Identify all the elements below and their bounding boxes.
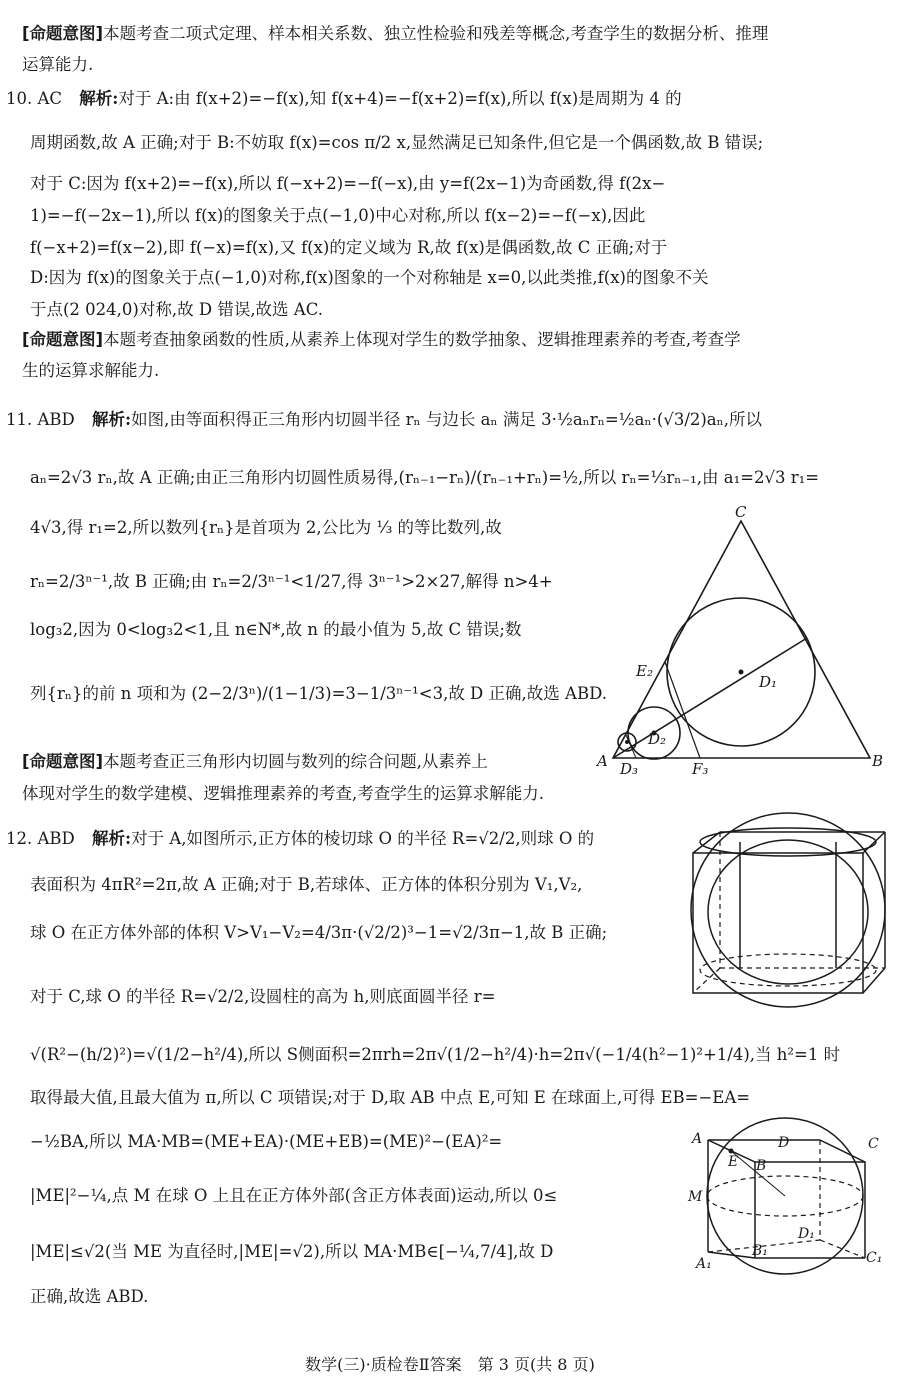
solution-line: 表面积为 4πR²=2π,故 A 正确;对于 B,若球体、正方体的体积分别为 V₁,V₂, [30,875,583,894]
solution-line: 对于 A,如图所示,正方体的棱切球 O 的半径 R=√2/2,则球 O 的 [131,829,595,848]
intent-text-line: 运算能力. [22,55,94,74]
cube-edge [863,968,885,993]
point-e [729,1149,734,1154]
solution-line: 正确,故选 ABD. [30,1287,149,1306]
tangent-line [665,662,700,758]
label-d2: D₂ [648,730,667,748]
label-m: M [688,1189,703,1205]
label-a: A [692,1131,703,1147]
label-b: B [756,1158,767,1174]
solution-line: 如图,由等面积得正三角形内切圆半径 rₙ 与边长 aₙ 满足 3·½aₙrₙ=½aₙ·(√3/2)aₙ,所以 [131,410,763,429]
label-d1: D₁ [798,1226,815,1242]
solution-line: 4√3,得 r₁=2,所以数列{rₙ}是首项为 2,公比为 ⅓ 的等比数列,故 [30,518,502,537]
intent-text-line: 本题考查抽象函数的性质,从素养上体现对学生的数学抽象、逻辑推理素养的考查,考查学 [103,330,741,349]
intent-text-line: 生的运算求解能力. [22,361,160,380]
question-number: 10. [6,89,33,108]
center-d1 [739,670,744,675]
label-d3: D₃ [620,760,639,778]
answer-choice: ABD [37,829,75,848]
intent-label: [命题意图] [22,330,104,349]
analysis-label: 解析: [92,410,132,429]
center-d3 [625,740,629,744]
solution-line: 列{rₙ}的前 n 项和为 (2−2/3ⁿ)/(1−1/3)=3−1/3ⁿ⁻¹<3,故 D 正确,故选 ABD. [30,684,607,703]
cube-sphere-figure [680,812,895,1012]
intent-label: [命题意图] [22,752,104,771]
question-12-header [6,827,594,851]
solution-line: 于点(2 024,0)对称,故 D 错误,故选 AC. [30,300,324,319]
solution-line: 对于 C,球 O 的半径 R=√2/2,设圆柱的高为 h,则底面圆半径 r= [30,987,496,1006]
question-10-header [6,87,682,111]
label-d: D [778,1135,790,1151]
label-e2: E₂ [636,662,653,680]
cube-front-face [693,853,863,993]
label-c: C [735,503,747,521]
hidden-edge [693,968,720,993]
solution-line: √(R²−(h/2)²)=√(1/2−h²/4),所以 S侧面积=2πrh=2π√(1/2−h²/4)·h=2π√(−1/4(h²−1)²+1/4),当 h²=1 时 [30,1045,841,1064]
incircle-triangle-figure [597,500,890,780]
label-e: E [728,1154,739,1170]
solution-line: D:因为 f(x)的图象关于点(−1,0)对称,f(x)图象的一个对称轴是 x=0,以此类推,f(x)的图象不关 [30,268,709,287]
intent-paragraph-q11 [22,750,488,774]
label-d1: D₁ [759,673,778,691]
solution-line: −½BA,所以 MA·MB=(ME+EA)·(ME+EB)=(ME)²−(EA)²= [30,1132,503,1151]
label-b1: B₁ [752,1243,768,1259]
solution-line: rₙ=2/3ⁿ⁻¹,故 B 正确;由 rₙ=2/3ⁿ⁻¹<1/27,得 3ⁿ⁻¹>2×27,解得 n>4+ [30,572,553,591]
inner-circle [708,840,868,984]
intent-text-line: 本题考查正三角形内切圆与数列的综合问题,从素养上 [103,752,488,771]
label-f3: F₃ [692,760,709,778]
solution-line: 对于 A:由 f(x+2)=−f(x),知 f(x+4)=−f(x+2)=f(x),所以 f(x)是周期为 4 的 [118,89,682,108]
solution-line: 对于 C:因为 f(x+2)=−f(x),所以 f(−x+2)=−f(−x),由 y=f(2x−1)为奇函数,得 f(2x− [30,174,666,193]
cube-abcd-figure [680,1112,895,1272]
solution-line: 取得最大值,且最大值为 π,所以 C 项错误;对于 D,取 AB 中点 E,可知 E 在球面上,可得 EB=−EA= [30,1088,751,1107]
solution-line: log₃2,因为 0<log₃2<1,且 n∈N*,故 n 的最小值为 5,故 C 错误;数 [30,620,522,639]
analysis-label: 解析: [79,89,119,108]
question-11-header [6,408,762,432]
label-a: A [597,752,608,770]
label-c: C [868,1136,879,1152]
question-number: 12. [6,829,33,848]
answer-choice: ABD [37,410,75,429]
label-c1: C₁ [866,1250,883,1266]
answer-choice: AC [37,89,63,108]
solution-line: f(−x+2)=f(x−2),即 f(−x)=f(x),又 f(x)的定义域为 R,故 f(x)是偶函数,故 C 正确;对于 [30,238,668,257]
solution-line: |ME|²−¼,点 M 在球 O 上且在正方体外部(含正方体表面)运动,所以 0≤ [30,1186,558,1205]
intent-paragraph-q10 [22,328,741,352]
label-a1: A₁ [696,1256,712,1272]
intent-text-line: 本题考查二项式定理、样本相关系数、独立性检验和残差等概念,考查学生的数据分析、推理 [103,24,769,43]
intent-text-line: 体现对学生的数学建模、逻辑推理素养的考查,考查学生的运算求解能力. [22,784,544,803]
intent-paragraph-q9 [22,22,768,46]
solution-line: aₙ=2√3 rₙ,故 A 正确;由正三角形内切圆性质易得,(rₙ₋₁−rₙ)/(rₙ₋₁+rₙ)=½,所以 rₙ=⅓rₙ₋₁,由 a₁=2√3 r₁= [30,468,820,487]
page-footer: 数学(三)·质检卷Ⅱ答案 第 3 页(共 8 页) [305,1355,595,1374]
solution-line: 1)=−f(−2x−1),所以 f(x)的图象关于点(−1,0)中心对称,所以 f(x−2)=−f(−x),因此 [30,206,646,225]
intent-label: [命题意图] [22,24,104,43]
question-number: 11. [6,410,33,429]
solution-line: 球 O 在正方体外部的体积 V>V₁−V₂=4/3π·(√2/2)³−1=√2/3π−1,故 B 正确; [30,923,608,942]
solution-line: 周期函数,故 A 正确;对于 B:不妨取 f(x)=cos π/2 x,显然满足已知条件,但它是一个偶函数,故 B 错误; [30,133,764,152]
equilateral-triangle [613,521,870,758]
label-b: B [872,752,884,770]
analysis-label: 解析: [92,829,132,848]
solution-line: |ME|≤√2(当 ME 为直径时,|ME|=√2),所以 MA·MB∈[−¼,7/4],故 D [30,1242,554,1261]
